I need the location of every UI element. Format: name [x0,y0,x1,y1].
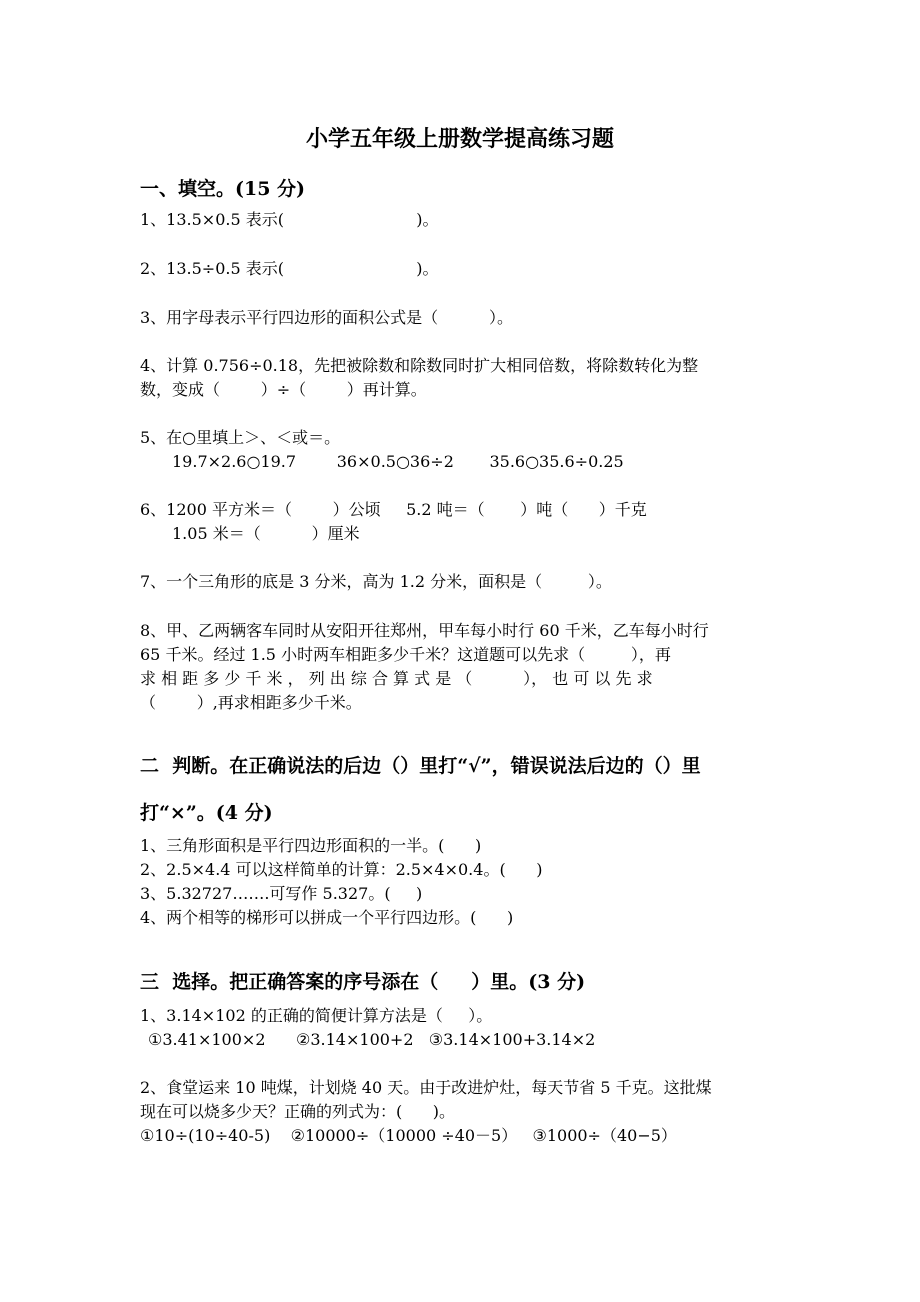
section-2-heading-line-1: 二 判断。在正确说法的后边（）里打“√”，错误说法后边的（）里 [140,755,701,777]
s1-question-6-line-2: 1.05 米＝（ ）厘米 [172,524,360,543]
s1-question-4-line-1: 4、计算 0.756÷0.18，先把被除数和除数同时扩大相同倍数，将除数转化为整 [140,356,699,375]
s2-question-4: 4、两个相等的梯形可以拼成一个平行四边形。( ) [140,908,514,927]
s2-question-1: 1、三角形面积是平行四边形面积的一半。( ) [140,836,482,855]
s1-question-2: 2、13.5÷0.5 表示( )。 [140,259,439,278]
s1-question-8-line-2: 65 千米。经过 1.5 小时两车相距多少千米？这道题可以先求（ ），再 [140,645,671,664]
s1-question-8-line-1: 8、甲、乙两辆客车同时从安阳开往郑州，甲车每小时行 60 千米，乙车每小时行 [140,621,709,640]
s1-question-8-line-4: （ ）,再求相距多少千米。 [140,693,362,712]
section-2-heading-line-2: 打“×”。(4 分) [140,802,273,824]
s3-question-2-line-2: 现在可以烧多少天？正确的列式为：( )。 [140,1102,456,1121]
section-1-heading: 一、填空。(15 分) [140,178,306,200]
s1-question-5-line-2: 19.7×2.6○19.7 36×0.5○36÷2 35.6○35.6÷0.25 [172,452,624,471]
s1-question-8-line-3: 求 相 距 多 少 千 米 ， 列 出 综 合 算 式 是 （ ）， 也 可 以 先 求 [140,669,653,688]
s1-question-5-line-1: 5、在○里填上＞、＜或＝。 [140,428,341,447]
s2-question-2: 2、2.5×4.4 可以这样简单的计算：2.5×4×0.4。( ) [140,860,543,879]
page-title: 小学五年级上册数学提高练习题 [305,126,614,152]
s3-question-1-options: ①3.41×100×2 ②3.14×100+2 ③3.14×100+3.14×2 [148,1030,596,1049]
s1-question-7: 7、一个三角形的底是 3 分米，高为 1.2 分米，面积是（ ）。 [140,572,612,591]
s2-question-3: 3、5.32727…….可写作 5.327。( ) [140,884,423,903]
section-3-heading: 三 选择。把正确答案的序号添在（ ）里。(3 分) [140,971,586,993]
s1-question-1: 1、13.5×0.5 表示( )。 [140,210,439,229]
s3-question-1: 1、3.14×102 的正确的简便计算方法是（ ）。 [140,1006,493,1025]
s3-question-2-options: ①10÷(10÷40-5) ②10000÷（10000 ÷40－5） ③1000÷（40−5） [140,1126,677,1145]
s1-question-4-line-2: 数，变成（ ）÷（ ）再计算。 [140,380,427,399]
s1-question-6-line-1: 6、1200 平方米＝（ ）公顷 5.2 吨＝（ ）吨（ ）千克 [140,500,647,519]
s3-question-2-line-1: 2、食堂运来 10 吨煤，计划烧 40 天。由于改进炉灶，每天节省 5 千克。这批煤 [140,1078,712,1097]
s1-question-3: 3、用字母表示平行四边形的面积公式是（ ）。 [140,308,514,327]
